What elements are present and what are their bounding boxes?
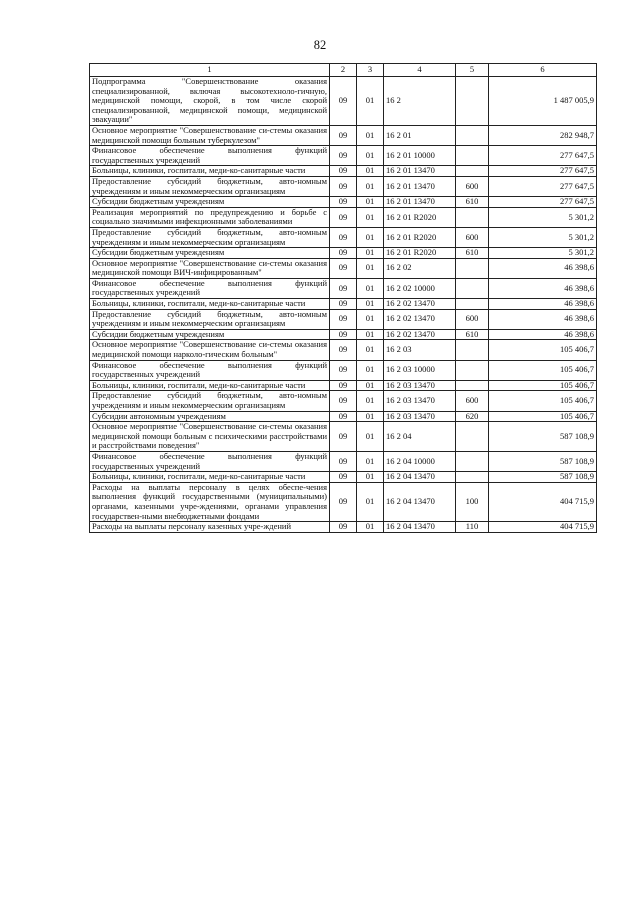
table-row (90, 522, 597, 533)
row-section-cell: 09 (330, 207, 357, 227)
row-section-cell: 09 (330, 278, 357, 298)
row-subsection-cell: 01 (357, 176, 384, 196)
row-amount-cell: 5 301,2 (489, 248, 597, 259)
row-expense-type-cell (456, 258, 489, 278)
header-cell-6: 6 (489, 64, 597, 77)
row-subsection-cell: 01 (357, 166, 384, 177)
table-header-row (90, 64, 597, 77)
row-amount-cell: 46 398,6 (489, 278, 597, 298)
row-target-article-cell: 16 2 01 10000 (384, 146, 456, 166)
row-expense-type-cell: 600 (456, 176, 489, 196)
row-name-cell: Предоставление субсидий бюджетным, авто-номным учреждениям и иным некоммерческим организациям (90, 227, 330, 247)
row-amount-cell: 404 715,9 (489, 522, 597, 533)
row-expense-type-cell (456, 380, 489, 391)
row-subsection-cell: 01 (357, 329, 384, 340)
row-target-article-cell: 16 2 02 13470 (384, 309, 456, 329)
row-name-cell: Подпрограмма "Совершенствование оказания специализированной, включая высокотехноло-гичную, медицинской помощи, скорой, в том числе скорой специализированной, медицинской помощи, медицинской эвакуации" (90, 77, 330, 126)
header-cell-2: 2 (330, 64, 357, 77)
row-subsection-cell: 01 (357, 278, 384, 298)
row-amount-cell: 587 108,9 (489, 422, 597, 452)
row-expense-type-cell (456, 207, 489, 227)
table-row (90, 340, 597, 360)
row-section-cell: 09 (330, 176, 357, 196)
row-name-cell: Субсидии бюджетным учреждениям (90, 197, 330, 208)
row-subsection-cell: 01 (357, 248, 384, 259)
row-name-cell: Больницы, клиники, госпитали, меди-ко-санитарные части (90, 299, 330, 310)
row-subsection-cell: 01 (357, 309, 384, 329)
row-name-cell: Предоставление субсидий бюджетным, авто-номным учреждениям и иным некоммерческим организациям (90, 309, 330, 329)
row-section-cell: 09 (330, 360, 357, 380)
row-expense-type-cell: 110 (456, 522, 489, 533)
row-expense-type-cell: 600 (456, 391, 489, 411)
row-expense-type-cell (456, 299, 489, 310)
table-row (90, 176, 597, 196)
row-expense-type-cell (456, 422, 489, 452)
row-section-cell: 09 (330, 125, 357, 145)
row-subsection-cell: 01 (357, 422, 384, 452)
row-amount-cell: 5 301,2 (489, 227, 597, 247)
table-row (90, 77, 597, 126)
row-section-cell: 09 (330, 451, 357, 471)
header-cell-5: 5 (456, 64, 489, 77)
row-name-cell: Финансовое обеспечение выполнения функций государственных учреждений (90, 451, 330, 471)
row-amount-cell: 277 647,5 (489, 197, 597, 208)
row-name-cell: Финансовое обеспечение выполнения функций государственных учреждений (90, 360, 330, 380)
row-subsection-cell: 01 (357, 227, 384, 247)
header-cell-3: 3 (357, 64, 384, 77)
row-target-article-cell: 16 2 03 13470 (384, 391, 456, 411)
row-subsection-cell: 01 (357, 77, 384, 126)
row-expense-type-cell: 620 (456, 411, 489, 422)
row-amount-cell: 46 398,6 (489, 309, 597, 329)
row-name-cell: Основное мероприятие "Совершенствование си-стемы оказания медицинской помощи больным с психическими расстройствами и расстройствами поведения" (90, 422, 330, 452)
row-name-cell: Предоставление субсидий бюджетным, авто-номным учреждениям и иным некоммерческим организациям (90, 176, 330, 196)
row-target-article-cell: 16 2 03 (384, 340, 456, 360)
row-section-cell: 09 (330, 146, 357, 166)
table-row (90, 299, 597, 310)
row-section-cell: 09 (330, 258, 357, 278)
row-expense-type-cell (456, 340, 489, 360)
row-name-cell: Больницы, клиники, госпитали, меди-ко-санитарные части (90, 380, 330, 391)
table-row (90, 411, 597, 422)
table-row (90, 278, 597, 298)
row-target-article-cell: 16 2 03 13470 (384, 380, 456, 391)
table-row (90, 329, 597, 340)
row-section-cell: 09 (330, 309, 357, 329)
row-amount-cell: 282 948,7 (489, 125, 597, 145)
row-section-cell: 09 (330, 472, 357, 483)
row-amount-cell: 1 487 005,9 (489, 77, 597, 126)
table-row (90, 391, 597, 411)
row-name-cell: Расходы на выплаты персоналу в целях обеспе-чения выполнения функций государственными (муниципальными) органами, казенными учре-ждениями, органами управления государствен-ными внебюджетными фондами (90, 482, 330, 521)
row-target-article-cell: 16 2 02 (384, 258, 456, 278)
row-expense-type-cell: 600 (456, 227, 489, 247)
header-cell-1: 1 (90, 64, 330, 77)
row-amount-cell: 46 398,6 (489, 299, 597, 310)
row-target-article-cell: 16 2 04 13470 (384, 472, 456, 483)
row-amount-cell: 105 406,7 (489, 360, 597, 380)
row-section-cell: 09 (330, 166, 357, 177)
row-section-cell: 09 (330, 482, 357, 521)
row-target-article-cell: 16 2 01 R2020 (384, 207, 456, 227)
row-expense-type-cell (456, 278, 489, 298)
row-target-article-cell: 16 2 02 13470 (384, 299, 456, 310)
header-cell-4: 4 (384, 64, 456, 77)
table-row (90, 248, 597, 259)
row-amount-cell: 587 108,9 (489, 472, 597, 483)
row-section-cell: 09 (330, 197, 357, 208)
row-name-cell: Реализация мероприятий по предупреждению и борьбе с социально значимыми инфекционными заболеваниями (90, 207, 330, 227)
row-expense-type-cell: 610 (456, 248, 489, 259)
row-target-article-cell: 16 2 01 R2020 (384, 227, 456, 247)
row-expense-type-cell (456, 166, 489, 177)
table-row (90, 309, 597, 329)
row-target-article-cell: 16 2 01 13470 (384, 166, 456, 177)
row-target-article-cell: 16 2 01 (384, 125, 456, 145)
row-name-cell: Финансовое обеспечение выполнения функций государственных учреждений (90, 278, 330, 298)
row-section-cell: 09 (330, 391, 357, 411)
row-name-cell: Больницы, клиники, госпитали, меди-ко-санитарные части (90, 166, 330, 177)
table-row (90, 166, 597, 177)
row-name-cell: Основное мероприятие "Совершенствование си-стемы оказания медицинской помощи ВИЧ-инфицированным" (90, 258, 330, 278)
row-name-cell: Субсидии бюджетным учреждениям (90, 329, 330, 340)
table-row (90, 258, 597, 278)
table-row (90, 472, 597, 483)
row-amount-cell: 105 406,7 (489, 391, 597, 411)
row-section-cell: 09 (330, 77, 357, 126)
row-target-article-cell: 16 2 02 10000 (384, 278, 456, 298)
row-subsection-cell: 01 (357, 451, 384, 471)
row-amount-cell: 46 398,6 (489, 258, 597, 278)
row-target-article-cell: 16 2 01 R2020 (384, 248, 456, 259)
row-amount-cell: 105 406,7 (489, 340, 597, 360)
row-section-cell: 09 (330, 380, 357, 391)
row-target-article-cell: 16 2 01 13470 (384, 197, 456, 208)
row-amount-cell: 404 715,9 (489, 482, 597, 521)
row-target-article-cell: 16 2 04 13470 (384, 522, 456, 533)
row-subsection-cell: 01 (357, 207, 384, 227)
row-name-cell: Основное мероприятие "Совершенствование си-стемы оказания медицинской помощи больным туберкулезом" (90, 125, 330, 145)
row-name-cell: Основное мероприятие "Совершенствование си-стемы оказания медицинской помощи нарколо-гическим больным" (90, 340, 330, 360)
table-row (90, 451, 597, 471)
row-expense-type-cell (456, 472, 489, 483)
table-row (90, 360, 597, 380)
row-section-cell: 09 (330, 340, 357, 360)
row-amount-cell: 587 108,9 (489, 451, 597, 471)
row-amount-cell: 105 406,7 (489, 411, 597, 422)
row-subsection-cell: 01 (357, 146, 384, 166)
row-amount-cell: 277 647,5 (489, 176, 597, 196)
page-number: 82 (313, 38, 327, 52)
table-row (90, 380, 597, 391)
row-expense-type-cell: 610 (456, 329, 489, 340)
row-target-article-cell: 16 2 (384, 77, 456, 126)
row-expense-type-cell (456, 360, 489, 380)
row-expense-type-cell: 100 (456, 482, 489, 521)
row-target-article-cell: 16 2 04 13470 (384, 482, 456, 521)
row-subsection-cell: 01 (357, 411, 384, 422)
table-row (90, 207, 597, 227)
row-expense-type-cell: 610 (456, 197, 489, 208)
table-row (90, 146, 597, 166)
row-section-cell: 09 (330, 522, 357, 533)
row-subsection-cell: 01 (357, 299, 384, 310)
row-section-cell: 09 (330, 422, 357, 452)
row-expense-type-cell: 600 (456, 309, 489, 329)
row-amount-cell: 46 398,6 (489, 329, 597, 340)
table-row (90, 422, 597, 452)
row-subsection-cell: 01 (357, 258, 384, 278)
row-amount-cell: 277 647,5 (489, 146, 597, 166)
row-section-cell: 09 (330, 227, 357, 247)
table-row (90, 227, 597, 247)
table-row (90, 125, 597, 145)
row-name-cell: Субсидии автономным учреждениям (90, 411, 330, 422)
table-row (90, 197, 597, 208)
row-name-cell: Расходы на выплаты персоналу казенных учре-ждений (90, 522, 330, 533)
row-section-cell: 09 (330, 411, 357, 422)
row-expense-type-cell (456, 451, 489, 471)
row-subsection-cell: 01 (357, 360, 384, 380)
table-row (90, 482, 597, 521)
row-section-cell: 09 (330, 329, 357, 340)
row-target-article-cell: 16 2 03 10000 (384, 360, 456, 380)
row-amount-cell: 105 406,7 (489, 380, 597, 391)
row-amount-cell: 277 647,5 (489, 166, 597, 177)
row-subsection-cell: 01 (357, 472, 384, 483)
row-subsection-cell: 01 (357, 391, 384, 411)
row-subsection-cell: 01 (357, 197, 384, 208)
row-section-cell: 09 (330, 248, 357, 259)
row-name-cell: Предоставление субсидий бюджетным, авто-номным учреждениям и иным некоммерческим организациям (90, 391, 330, 411)
budget-table (89, 63, 597, 533)
row-target-article-cell: 16 2 04 (384, 422, 456, 452)
row-subsection-cell: 01 (357, 340, 384, 360)
row-section-cell: 09 (330, 299, 357, 310)
row-expense-type-cell (456, 77, 489, 126)
row-name-cell: Субсидии бюджетным учреждениям (90, 248, 330, 259)
row-subsection-cell: 01 (357, 380, 384, 391)
row-target-article-cell: 16 2 02 13470 (384, 329, 456, 340)
row-expense-type-cell (456, 146, 489, 166)
row-target-article-cell: 16 2 01 13470 (384, 176, 456, 196)
row-name-cell: Финансовое обеспечение выполнения функций государственных учреждений (90, 146, 330, 166)
row-target-article-cell: 16 2 03 13470 (384, 411, 456, 422)
row-amount-cell: 5 301,2 (489, 207, 597, 227)
row-subsection-cell: 01 (357, 125, 384, 145)
row-name-cell: Больницы, клиники, госпитали, меди-ко-санитарные части (90, 472, 330, 483)
row-expense-type-cell (456, 125, 489, 145)
row-subsection-cell: 01 (357, 482, 384, 521)
row-target-article-cell: 16 2 04 10000 (384, 451, 456, 471)
row-subsection-cell: 01 (357, 522, 384, 533)
